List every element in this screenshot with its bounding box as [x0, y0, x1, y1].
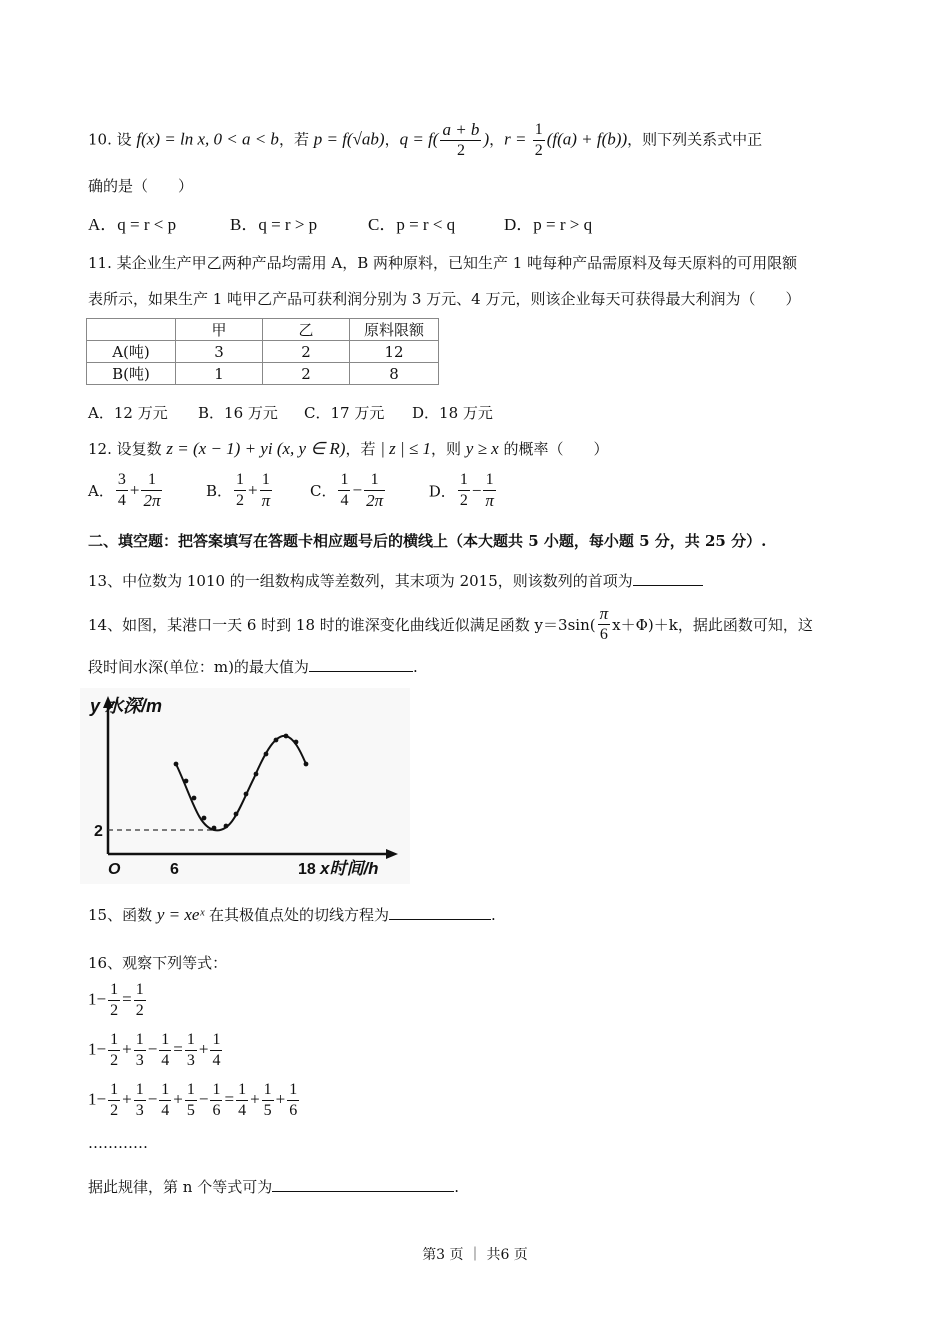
curve-point	[174, 762, 179, 767]
q11-option-c[interactable]: C．17 万元	[304, 404, 385, 422]
q11-line1: 11. 某企业生产甲乙两种产品均需用 A，B 两种原料，已知生产 1 吨每种产品需原料及每天原料的可用限额	[88, 254, 798, 272]
q14-suffix: x＋Φ)＋k，据此函数可知，这	[612, 616, 813, 634]
y-axis-label: y 水深/m	[90, 696, 163, 716]
curve-point	[294, 740, 299, 745]
q12-inequality: y ≥ x	[465, 439, 499, 458]
q10-q-left: q = f(	[399, 129, 439, 149]
q10-options	[88, 210, 592, 235]
q10-q-fraction	[440, 120, 481, 161]
q16-end: .	[454, 1178, 459, 1196]
table-header-cell: 甲	[176, 319, 263, 341]
table-cell: 1	[176, 363, 263, 385]
numerator: 3	[116, 470, 128, 491]
table-cell: B(吨)	[87, 363, 176, 385]
q12-option-b[interactable]	[206, 470, 310, 511]
q14-end: .	[412, 658, 418, 676]
fraction: $\frac{1}{3}$	[186, 1031, 195, 1069]
q12-options	[88, 470, 498, 511]
q15-line	[88, 904, 496, 925]
fraction: $\frac{1}{6}$	[212, 1081, 221, 1119]
q13-line	[88, 570, 703, 591]
q10-text: ，若	[278, 130, 314, 149]
denominator: 2	[459, 492, 468, 509]
denominator: 2π	[143, 491, 161, 510]
numerator: 1	[458, 470, 470, 491]
q10-prefix: 10. 设	[88, 130, 137, 149]
table-cell: 12	[350, 341, 439, 363]
q16-answer-blank[interactable]	[272, 1177, 454, 1192]
q10-line2: 确的是（ ）	[88, 177, 194, 195]
fraction: $\frac{1}{3}$	[135, 1081, 144, 1119]
curve-point	[224, 824, 229, 829]
curve-point	[212, 826, 217, 831]
option-label: C．	[310, 482, 337, 500]
q12-prefix: 12. 设复数	[88, 440, 167, 458]
q16-ellipsis: …………	[88, 1134, 148, 1152]
denominator: 4	[340, 492, 349, 509]
numerator: a + b	[442, 120, 480, 139]
fraction: $\frac{1}{4}$	[238, 1081, 247, 1119]
numerator: 1	[234, 470, 246, 491]
q12-text: ，则	[431, 440, 466, 458]
q14-prefix: 14、如图，某港口一天 6 时到 18 时的谁深变化曲线近似满足函数 y＝3sin(	[88, 616, 596, 634]
table-cell: 2	[263, 363, 350, 385]
fraction	[364, 470, 385, 511]
q10-q-right: )	[483, 129, 490, 149]
option-label: B．	[206, 482, 233, 500]
q10-option-c[interactable]: C．p = r < q	[368, 215, 456, 234]
curve-point	[192, 796, 197, 801]
denominator: 2π	[366, 491, 384, 510]
q10-function: f(x) = ln x, 0 < a < b	[136, 129, 279, 149]
q12-text: ，若	[345, 440, 381, 458]
fraction	[458, 470, 470, 511]
x-axis-label: x时间/h	[320, 859, 379, 878]
fraction	[260, 470, 273, 511]
q13-answer-blank[interactable]	[633, 571, 703, 586]
section-heading: 二、填空题：把答案填写在答题卡相应题号后的横线上（本大题共 5 小题，每小题 5 分，共 25 分）.	[88, 532, 767, 550]
q16-conclusion-line	[88, 1176, 459, 1197]
curve-point	[184, 779, 189, 784]
fraction: $\frac{1}{5}$	[263, 1081, 272, 1119]
q16-equation-2: 1− $\frac{1}{2}$ + $\frac{1}{3}$ − $\frac{1}{4}$ = $\frac{1}{3}$ + $\frac{1}{4}$	[88, 1031, 221, 1069]
q12-condition: | z | ≤ 1	[380, 439, 432, 458]
x-tick-6: 6	[170, 861, 179, 878]
option-label: D．	[428, 482, 456, 500]
denominator: 4	[117, 492, 126, 509]
curve-point	[264, 752, 269, 757]
fraction	[116, 470, 128, 511]
q14-answer-blank[interactable]	[309, 657, 413, 672]
q15-suffix: 在其极值点处的切线方程为	[204, 906, 390, 924]
table-row	[87, 363, 439, 385]
table-header-cell: 乙	[263, 319, 350, 341]
fraction	[234, 470, 246, 511]
q11-options	[88, 402, 493, 423]
curve-point	[244, 792, 249, 797]
table-row	[87, 341, 439, 363]
operator: +	[248, 480, 258, 500]
q14-line1	[88, 604, 813, 645]
numerator: 1	[533, 120, 545, 141]
q11-option-d[interactable]: D．18 万元	[412, 404, 493, 422]
q16-conclusion: 据此规律，第 n 个等式可为	[88, 1178, 273, 1196]
water-depth-graph	[80, 688, 410, 884]
q10-sep: ，	[384, 130, 400, 149]
q11-option-a[interactable]: A．12 万元	[88, 404, 168, 422]
table-header-cell: 原料限额	[350, 319, 439, 341]
table-header-cell	[87, 319, 176, 341]
table-header-row	[87, 319, 439, 341]
q16-equation-3: 1− $\frac{1}{2}$ + $\frac{1}{3}$ − $\frac{1}{4}$ + $\frac{1}{5}$ − $\frac{1}{6}$ = $\frac{1}{4}$ + $\frac{1}{5}$ + $\frac{1}{6}$	[88, 1081, 298, 1119]
curve-point	[284, 734, 289, 739]
fraction: $\frac{1}{4}$	[212, 1031, 221, 1069]
fraction	[338, 470, 350, 511]
curve-point	[274, 738, 279, 743]
q14-line2	[88, 656, 418, 677]
fraction	[483, 470, 496, 511]
q16-intro: 16、观察下列等式：	[88, 954, 228, 972]
denominator: 6	[599, 626, 608, 643]
table-cell: 2	[263, 341, 350, 363]
q13-text: 13、中位数为 1010 的一组数构成等差数列，其末项为 2015，则该数列的首项为	[88, 572, 633, 590]
q15-answer-blank[interactable]	[389, 905, 491, 920]
operator: −	[352, 480, 363, 500]
q16-equation-1: 1− $\frac{1}{2}$ = $\frac{1}{2}$	[88, 981, 144, 1019]
y-tick-2: 2	[94, 823, 103, 840]
numerator: 1	[141, 470, 162, 491]
q10-r-right: (f(a) + f(b))	[546, 129, 628, 149]
table-cell: 8	[350, 363, 439, 385]
q10-r-left: r =	[504, 129, 531, 149]
q10-r-fraction	[533, 120, 545, 161]
q14-fraction	[598, 604, 611, 645]
fraction: $\frac{1}{2}$	[135, 981, 144, 1019]
x-tick-18: 18	[298, 861, 316, 878]
option-label: A．	[88, 482, 114, 500]
q10-suffix: ，则下列关系式中正	[627, 130, 763, 149]
q12-line1	[88, 438, 609, 459]
q12-expr: z = (x − 1) + yi (x, y ∈ R)	[166, 439, 346, 458]
q15-expr: y = xeˣ	[156, 905, 205, 924]
fraction: $\frac{1}{6}$	[289, 1081, 298, 1119]
numerator: 1	[260, 470, 273, 491]
fraction: $\frac{1}{4}$	[161, 1031, 170, 1069]
numerator: 1	[364, 470, 385, 491]
q10-option-a[interactable]: A．q = r < p	[88, 215, 177, 234]
curve-point	[254, 772, 259, 777]
curve-point	[304, 762, 309, 767]
operator: −	[471, 480, 482, 500]
q12-option-c[interactable]	[310, 470, 424, 511]
q15-prefix: 15、函数	[88, 906, 157, 924]
q10-option-d[interactable]: D．p = r > q	[504, 215, 593, 234]
q11-option-b[interactable]: B．16 万元	[198, 404, 278, 422]
operator: +	[129, 480, 140, 500]
denominator: 2	[236, 492, 245, 509]
denominator: 2	[534, 142, 543, 159]
denominator: π	[261, 491, 271, 510]
table-cell: A(吨)	[87, 341, 176, 363]
fraction: $\frac{1}{2}$	[110, 981, 119, 1019]
page-footer: 第3 页 ｜ 共6 页	[422, 1247, 528, 1263]
fraction: $\frac{1}{5}$	[186, 1081, 195, 1119]
numerator: 1	[483, 470, 496, 491]
origin-label: O	[108, 861, 121, 878]
fraction: $\frac{1}{4}$	[161, 1081, 170, 1119]
q12-suffix: 的概率（ ）	[498, 440, 609, 458]
fraction: $\frac{1}{2}$	[110, 1031, 119, 1069]
denominator: π	[485, 491, 494, 510]
fraction	[141, 470, 162, 511]
q10-option-b[interactable]: B．q = r > p	[230, 215, 318, 234]
q14-text: 段时间水深(单位：m)的最大值为	[88, 658, 309, 676]
curve-point	[234, 812, 239, 817]
denominator: 2	[456, 142, 465, 159]
numerator: 1	[338, 470, 350, 491]
q11-table	[86, 318, 439, 385]
fraction: $\frac{1}{2}$	[110, 1081, 119, 1119]
curve-point	[202, 816, 207, 821]
q12-option-d[interactable]	[424, 471, 498, 510]
q11-line2: 表所示，如果生产 1 吨甲乙产品可获利润分别为 3 万元、4 万元，则该企业每天可获得最大利润为（ ）	[88, 290, 801, 308]
numerator: π	[599, 604, 609, 623]
q10-line1	[88, 120, 762, 161]
table-cell: 3	[176, 341, 263, 363]
fraction: $\frac{1}{3}$	[135, 1031, 144, 1069]
q15-end: .	[491, 906, 496, 924]
q12-option-a[interactable]	[88, 470, 206, 511]
q10-sep: ，	[489, 130, 505, 149]
q10-p-expr: p = f(√ab)	[313, 129, 385, 149]
